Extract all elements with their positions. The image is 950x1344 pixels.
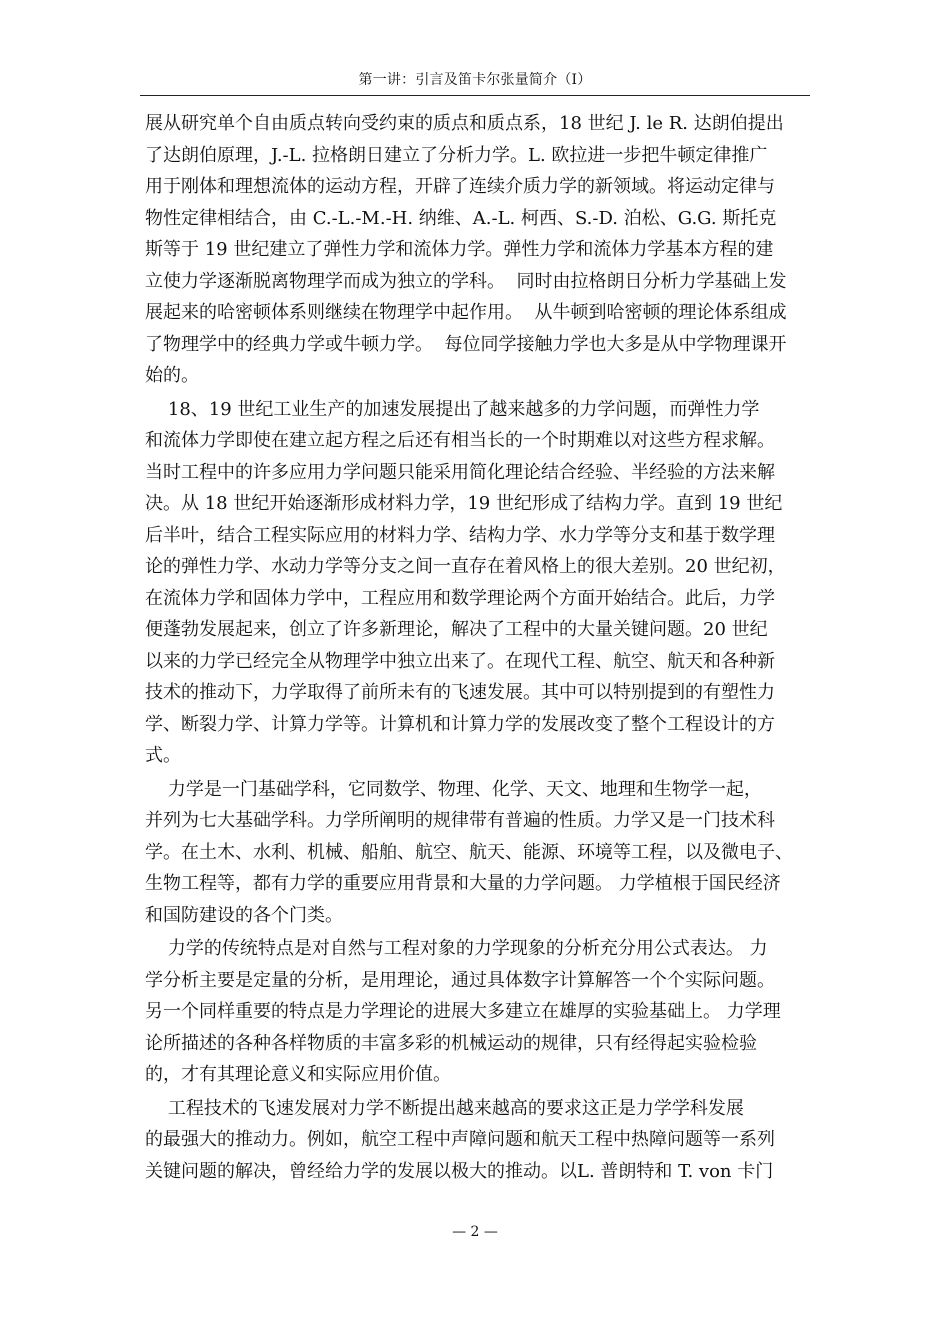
- text-line: 展从研究单个自由质点转向受约束的质点和质点系，18 世纪 J. le R. 达朗伯提出: [145, 113, 784, 134]
- text-line: 工程技术的飞速发展对力学不断提出越来越高的要求这正是力学学科发展: [145, 1097, 744, 1119]
- text-line: 决。从 18 世纪开始逐渐形成材料力学，19 世纪形成了结构力学。直到 19 世纪: [145, 493, 783, 514]
- text-line: 的，才有其理论意义和实际应用价值。: [145, 1064, 451, 1085]
- text-line: 另一个同样重要的特点是力学理论的进展大多建立在雄厚的实验基础上。 力学理: [145, 1001, 781, 1022]
- body-text: [145, 108, 805, 1187]
- text-line: 学、断裂力学、计算力学等。计算机和计算力学的发展改变了整个工程设计的方: [145, 713, 775, 735]
- text-line: 论所描述的各种各样物质的丰富多彩的机械运动的规律，只有经得起实验检验: [145, 1032, 757, 1054]
- text-line: 在流体力学和固体力学中，工程应用和数学理论两个方面开始结合。此后，力学: [145, 587, 775, 609]
- text-line: 以来的力学已经完全从物理学中独立出来了。在现代工程、航空、航天和各种新: [145, 650, 775, 672]
- text-line: 生物工程等，都有力学的重要应用背景和大量的力学问题。 力学植根于国民经济: [145, 873, 781, 894]
- text-line: 物性定律相结合，由 C.-L.-M.-H. 纳维、A.-L. 柯西、S.-D. 泊松、G.G. 斯托克: [145, 207, 777, 229]
- text-line: 学分析主要是定量的分析，是用理论，通过具体数字计算解答一个个实际问题。: [145, 969, 775, 991]
- text-line: 18、19 世纪工业生产的加速发展提出了越来越多的力学问题，而弹性力学: [145, 398, 760, 420]
- text-line: 学。在土木、水利、机械、船舶、航空、航天、能源、环境等工程，以及微电子、: [145, 841, 793, 863]
- running-header: 第一讲：引言及笛卡尔张量简介（I）: [358, 72, 592, 88]
- text-line: 立使力学逐渐脱离物理学而成为独立的学科。 同时由拉格朗日分析力学基础上发: [145, 270, 787, 292]
- page-number: — 2 —: [452, 1224, 498, 1240]
- text-line: 论的弹性力学、水动力学等分支之间一直存在着风格上的很大差别。20 世纪初，: [145, 556, 786, 577]
- text-line: 式。: [145, 745, 181, 766]
- text-line: 后半叶，结合工程实际应用的材料力学、结构力学、水力学等分支和基于数学理: [145, 524, 775, 546]
- text-line: 当时工程中的许多应用力学问题只能采用简化理论结合经验、半经验的方法来解: [145, 461, 775, 483]
- text-line: 了达朗伯原理，J.-L. 拉格朗日建立了分析力学。L. 欧拉进一步把牛顿定律推广: [145, 144, 768, 166]
- text-line: 了物理学中的经典力学或牛顿力学。 每位同学接触力学也大多是从中学物理课开: [145, 333, 787, 355]
- text-line: 始的。: [145, 365, 199, 386]
- text-line: 斯等于 19 世纪建立了弹性力学和流体力学。弹性力学和流体力学基本方程的建: [145, 239, 774, 260]
- text-line: 关键问题的解决，曾经给力学的发展以极大的推动。以L. 普朗特和 T. von 卡门: [145, 1160, 774, 1182]
- text-line: 力学的传统特点是对自然与工程对象的力学现象的分析充分用公式表达。 力: [145, 938, 768, 959]
- text-line: 力学是一门基础学科，它同数学、物理、化学、天文、地理和生物学一起，: [145, 778, 762, 800]
- text-line: 的最强大的推动力。例如，航空工程中声障问题和航天工程中热障问题等一系列: [145, 1129, 775, 1150]
- text-line: 展起来的哈密顿体系则继续在物理学中起作用。 从牛顿到哈密顿的理论体系组成: [145, 302, 787, 323]
- text-line: 用于刚体和理想流体的运动方程，开辟了连续介质力学的新领域。将运动定律与: [145, 176, 775, 197]
- header-divider: [140, 95, 810, 96]
- text-line: 并列为七大基础学科。力学所阐明的规律带有普遍的性质。力学又是一门技术科: [145, 810, 775, 831]
- text-line: 便蓬勃发展起来，创立了许多新理论，解决了工程中的大量关键问题。20 世纪: [145, 619, 768, 640]
- text-line: 技术的推动下，力学取得了前所未有的飞速发展。其中可以特别提到的有塑性力: [145, 682, 775, 703]
- text-line: 和流体力学即使在建立起方程之后还有相当长的一个时期难以对这些方程求解。: [145, 430, 775, 451]
- text-line: 和国防建设的各个门类。: [145, 904, 343, 926]
